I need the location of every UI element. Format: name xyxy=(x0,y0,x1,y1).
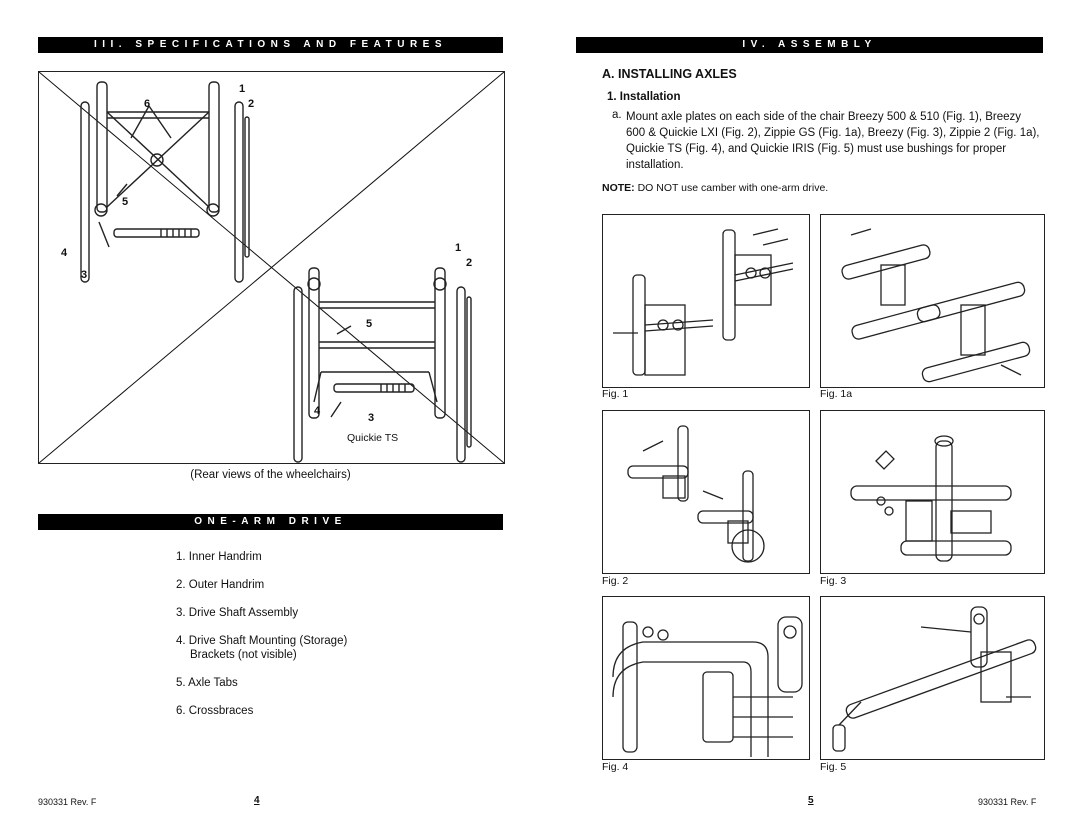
installation-paragraph xyxy=(626,109,1046,173)
callout-5-bottom: 5 xyxy=(366,318,373,330)
fig-1a-label: Fig. 1a xyxy=(820,388,853,400)
list-item: 2. Outer Handrim xyxy=(176,579,265,591)
section-title: A. INSTALLING AXLES xyxy=(602,67,737,81)
one-arm-drive-header: ONE-ARM DRIVE xyxy=(38,514,503,530)
figure-2 xyxy=(602,410,810,574)
fig4-drawing xyxy=(603,597,809,759)
paragraph-marker: a. xyxy=(612,109,622,121)
list-item: 3. Drive Shaft Assembly xyxy=(176,607,299,619)
figure-4 xyxy=(602,596,810,760)
fig2-drawing xyxy=(603,411,809,573)
assembly-header: IV. ASSEMBLY xyxy=(576,37,1043,53)
figure-1a xyxy=(820,214,1045,388)
fig-1-label: Fig. 1 xyxy=(602,388,629,400)
callout-3-top: 3 xyxy=(81,269,88,281)
fig-2-label: Fig. 2 xyxy=(602,575,629,587)
paragraph-line: 600 & Quickie LXI (Fig. 2), Zippie GS (Fig. 1a), Breezy (Fig. 3), Zippie 2 (Fig. 1a), xyxy=(626,127,1040,139)
fig3-drawing xyxy=(821,411,1044,573)
note xyxy=(602,182,828,194)
callout-6: 6 xyxy=(144,98,151,110)
page-number-right: 5 xyxy=(808,795,814,806)
fig5-drawing xyxy=(821,597,1044,759)
figure-3 xyxy=(820,410,1045,574)
page-number-left: 4 xyxy=(254,795,260,806)
callout-1-bottom: 1 xyxy=(455,242,462,254)
callout-4-bottom: 4 xyxy=(314,405,321,417)
fig1a-drawing xyxy=(821,215,1044,387)
paragraph-line: installation. xyxy=(626,159,684,171)
callout-1-top: 1 xyxy=(239,83,246,95)
fig-5-label: Fig. 5 xyxy=(820,761,847,773)
footer-code-right: 930331 Rev. F xyxy=(978,797,1037,807)
fig1-drawing xyxy=(603,215,809,387)
quickie-ts-label: Quickie TS xyxy=(347,432,399,444)
figure-caption: (Rear views of the wheelchairs) xyxy=(190,469,351,481)
callout-2-top: 2 xyxy=(248,98,255,110)
footer-code-left: 930331 Rev. F xyxy=(38,797,97,807)
subsection-title: 1. Installation xyxy=(607,91,681,103)
specifications-header: III. SPECIFICATIONS AND FEATURES xyxy=(38,37,503,53)
list-item: 4. Drive Shaft Mounting (Storage) xyxy=(176,635,348,647)
callout-5-top: 5 xyxy=(122,196,129,208)
right-page xyxy=(540,0,1080,834)
wheelchair-drawing xyxy=(39,72,504,463)
figure-1 xyxy=(602,214,810,388)
list-item: 5. Axle Tabs xyxy=(176,677,238,689)
fig-4-label: Fig. 4 xyxy=(602,761,629,773)
paragraph-line: Mount axle plates on each side of the chair Breezy 500 & 510 (Fig. 1), Breezy xyxy=(626,111,1022,123)
list-item: 6. Crossbraces xyxy=(176,705,254,717)
wheelchair-rear-views-figure xyxy=(38,71,505,464)
note-text: DO NOT use camber with one-arm drive. xyxy=(637,182,829,194)
fig-3-label: Fig. 3 xyxy=(820,575,847,587)
paragraph-line: Quickie TS (Fig. 4), and Quickie IRIS (Fig. 5) must use bushings for proper xyxy=(626,143,1007,155)
note-label: NOTE: xyxy=(602,182,635,194)
list-item: Brackets (not visible) xyxy=(190,649,297,661)
figure-5 xyxy=(820,596,1045,760)
callout-2-bottom: 2 xyxy=(466,257,473,269)
list-item: 1. Inner Handrim xyxy=(176,551,262,563)
callout-3-bottom: 3 xyxy=(368,412,375,424)
callout-4-top: 4 xyxy=(61,247,68,259)
